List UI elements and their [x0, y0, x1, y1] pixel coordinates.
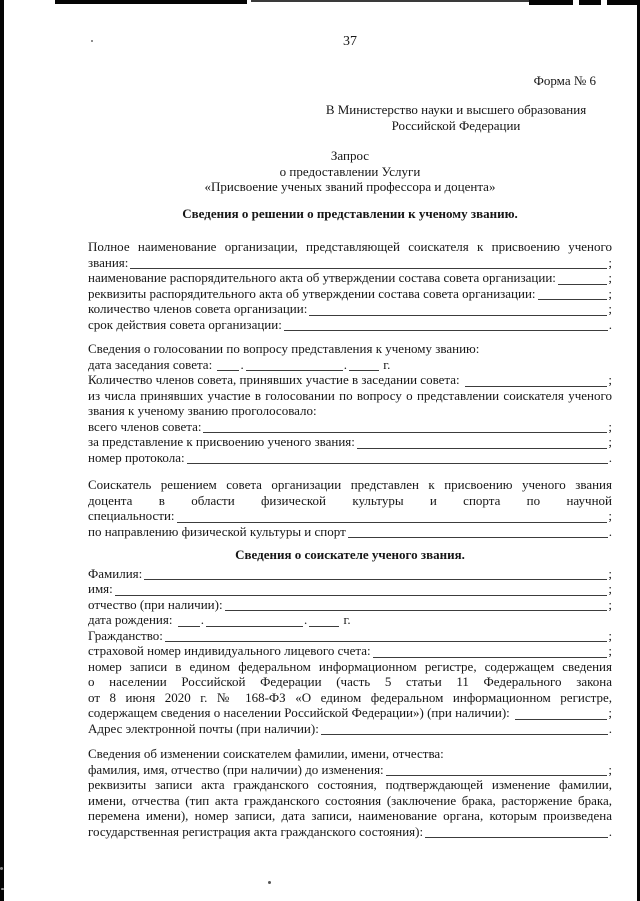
blank-underline	[225, 599, 608, 611]
field-punctuation: ;	[608, 596, 612, 612]
field-label: всего членов совета:	[88, 418, 202, 434]
field-label: за представление к присвоению ученого звания:	[88, 434, 355, 449]
blank-underline	[203, 421, 607, 433]
blank-underline	[348, 526, 608, 538]
form-field-line	[88, 643, 612, 659]
field-label: государственная регистрация акта гражданского состояния):	[88, 823, 424, 839]
form-field-line	[88, 508, 612, 524]
form-field-line	[88, 419, 612, 435]
field-label: срок действия совета организации:	[88, 316, 282, 332]
form-field-line	[88, 705, 612, 721]
field-punctuation: ;	[608, 705, 612, 720]
field-label: звания:	[88, 254, 129, 270]
blank-underline-day	[178, 615, 200, 627]
date-separator: .	[303, 612, 308, 627]
paragraph	[88, 477, 612, 539]
field-punctuation: ;	[608, 372, 612, 387]
request-title-line: Запрос	[330, 148, 370, 163]
field-punctuation: ;	[608, 508, 612, 523]
blank-underline	[321, 723, 608, 735]
form-field-line	[88, 434, 612, 450]
form-field-line	[88, 286, 612, 302]
form-field-line	[88, 597, 612, 613]
scan-speck	[0, 867, 3, 870]
year-suffix: г.	[379, 356, 391, 372]
form-field-line	[88, 721, 612, 737]
text-line: Полное наименование организации, представляющей соискателя к присвоению ученого	[88, 239, 612, 254]
form-field-line	[88, 581, 612, 597]
scan-speck	[268, 881, 271, 884]
blank-underline	[538, 288, 608, 300]
field-punctuation: ;	[608, 643, 612, 658]
page-number: 37	[343, 34, 357, 49]
field-punctuation: ;	[608, 301, 612, 316]
field-punctuation: ;	[608, 565, 612, 581]
field-label: Количество членов совета, принявших участие в заседании совета:	[88, 372, 463, 387]
paragraph	[88, 239, 612, 332]
text-line: Соискатель решением совета организации представлен к присвоению ученого звания	[88, 477, 612, 492]
form-field-line	[88, 301, 612, 317]
field-label: наименование распорядительного акта об утверждении состава совета организации:	[88, 270, 556, 285]
form-field-line	[88, 450, 612, 466]
field-label: фамилия, имя, отчество (при наличии) до изменения:	[88, 761, 384, 777]
blank-underline	[115, 584, 608, 596]
blank-underline	[177, 511, 608, 523]
field-punctuation: .	[608, 523, 612, 539]
field-label: Адрес электронной почты (при наличии):	[88, 720, 319, 736]
field-label: Гражданство:	[88, 627, 163, 643]
field-punctuation: .	[608, 449, 612, 465]
form-field-line	[88, 372, 612, 388]
field-label: имя:	[88, 581, 113, 596]
form-section	[88, 206, 612, 540]
form-field-line	[88, 270, 612, 286]
date-separator: .	[343, 356, 347, 372]
document-content	[88, 0, 612, 839]
date-field-line	[88, 612, 612, 628]
blank-underline	[373, 646, 608, 658]
addressee-block	[300, 102, 612, 133]
form-field-line	[88, 524, 612, 540]
field-label: номер протокола:	[88, 449, 185, 465]
blank-underline	[165, 630, 607, 642]
text-line: имени, отчества (тип акта гражданского состояния (заключение брака, расторжение брака,	[88, 792, 612, 808]
blank-underline-day	[217, 359, 239, 371]
paragraph	[88, 746, 612, 839]
field-punctuation: ;	[608, 285, 612, 301]
blank-underline	[130, 257, 607, 269]
text-line: Сведения о голосовании по вопросу представления к ученому званию:	[88, 341, 480, 356]
form-number-label: Форма № 6	[533, 72, 596, 88]
date-separator: .	[240, 356, 244, 372]
field-label: специальности:	[88, 508, 175, 523]
blank-underline-month	[206, 615, 303, 627]
request-title-line: «Присвоение ученых званий профессора и доцента»	[204, 179, 496, 194]
addressee-line: Российской Федерации	[391, 117, 521, 133]
field-label: дата заседания совета:	[88, 356, 216, 372]
form-field-line	[88, 566, 612, 582]
field-label: страховой номер индивидуального лицевого счета:	[88, 643, 371, 658]
year-suffix: г.	[340, 612, 351, 627]
text-line: от 8 июня 2020 г. № 168-ФЗ «О едином федеральном информационном регистре,	[88, 689, 612, 705]
text-line: о населении Российской Федерации (часть 5 статьи 11 Федерального закона	[88, 674, 612, 689]
field-label: по направлению физической культуры и спорт	[88, 523, 346, 539]
text-line: реквизиты записи акта гражданского состояния, подтверждающей изменение фамилии,	[88, 777, 612, 792]
field-label: содержащем сведения о населении Российской Федерации») (при наличии):	[88, 705, 514, 720]
request-title-block	[88, 148, 612, 195]
date-field-line	[88, 357, 612, 373]
form-field-line	[88, 317, 612, 333]
paragraph	[88, 341, 612, 465]
field-punctuation: ;	[608, 418, 612, 434]
blank-underline	[558, 273, 607, 285]
field-label: отчество (при наличии):	[88, 596, 223, 612]
field-punctuation: ;	[608, 254, 612, 270]
field-label: реквизиты распорядительного акта об утверждении состава совета организации:	[88, 285, 536, 301]
blank-underline	[284, 319, 608, 331]
text-line: звания к ученому званию проголосовало:	[88, 403, 317, 418]
blank-underline	[425, 826, 608, 838]
text-line: доцента в области физической культуры и спорта по научной	[88, 492, 612, 508]
text-line: из числа принявших участие в голосовании по вопросу о представлении соискателя ученого	[88, 387, 612, 403]
text-line: Сведения об изменении соискателем фамилии, имени, отчества:	[88, 746, 444, 761]
blank-underline	[187, 452, 608, 464]
field-punctuation: ;	[608, 761, 612, 777]
blank-underline	[515, 708, 607, 720]
field-punctuation: ;	[608, 270, 612, 285]
field-label: Фамилия:	[88, 565, 143, 581]
form-field-line	[88, 824, 612, 840]
scan-speck	[1, 888, 4, 890]
scan-artifact-left-bar	[0, 0, 4, 901]
paragraph	[88, 566, 612, 737]
field-punctuation: .	[608, 720, 612, 736]
blank-underline	[309, 304, 607, 316]
blank-underline	[465, 375, 608, 387]
blank-underline-year	[309, 615, 339, 627]
field-punctuation: ;	[608, 581, 612, 596]
blank-underline	[357, 437, 608, 449]
text-line: перемена имени), номер записи, дата записи, наименование органа, которым произведена	[88, 808, 612, 823]
document-sections	[88, 206, 612, 840]
field-punctuation: ;	[608, 434, 612, 449]
blank-underline-year	[349, 359, 379, 371]
form-field-line	[88, 255, 612, 271]
section-heading: Сведения о решении о представлении к ученому званию.	[182, 205, 518, 221]
field-punctuation: .	[608, 316, 612, 332]
form-section	[88, 547, 612, 839]
blank-underline	[144, 568, 607, 580]
form-field-line	[88, 762, 612, 778]
section-heading: Сведения о соискателе ученого звания.	[235, 547, 465, 562]
field-punctuation: ;	[608, 627, 612, 643]
date-separator: .	[200, 612, 204, 627]
text-line: номер записи в едином федеральном информационном регистре, содержащем сведения	[88, 658, 612, 674]
field-label: количество членов совета организации:	[88, 301, 308, 316]
blank-underline-month	[246, 359, 343, 371]
field-label: дата рождения:	[88, 612, 176, 627]
blank-underline	[386, 764, 608, 776]
addressee-line: В Министерство науки и высшего образования	[325, 102, 587, 117]
field-punctuation: .	[608, 823, 612, 839]
form-field-line	[88, 628, 612, 644]
request-title-line: о предоставлении Услуги	[279, 163, 421, 179]
